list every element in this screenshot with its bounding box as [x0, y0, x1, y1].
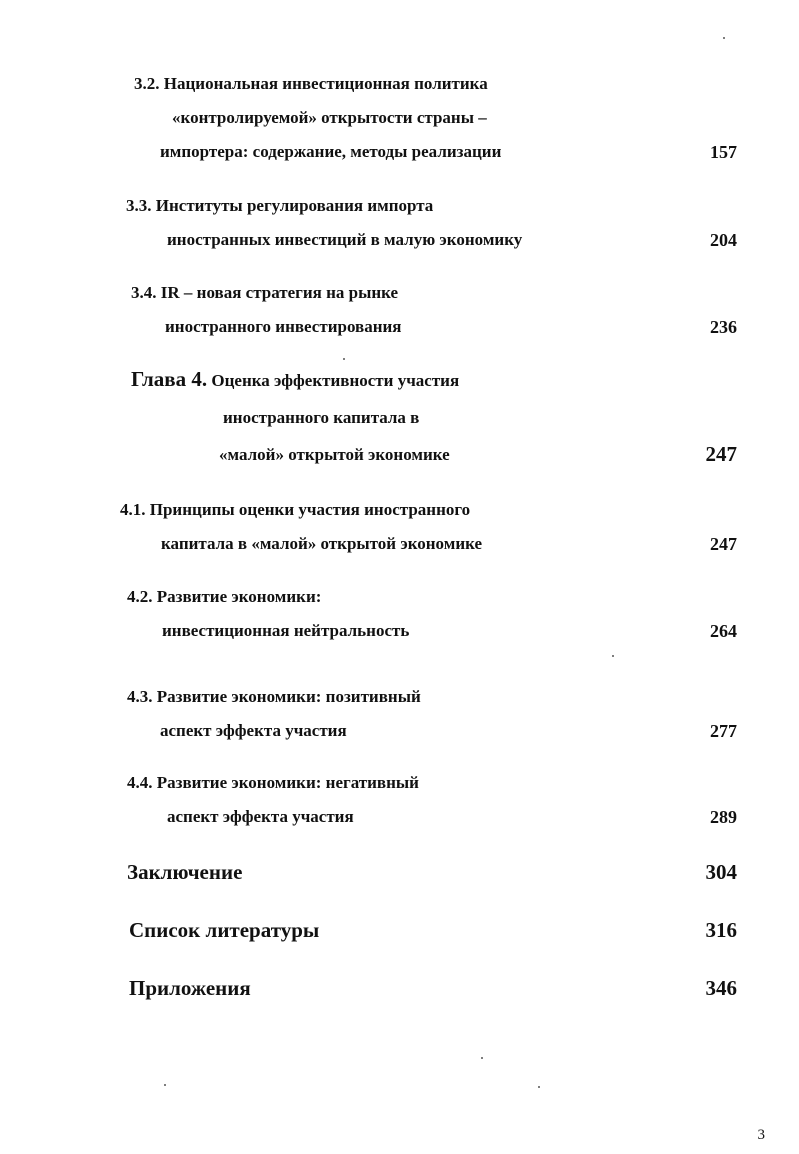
toc-appendices-title: Приложения	[129, 976, 251, 1000]
chapter-4-title-line2: иностранного капитала в	[223, 408, 420, 427]
scan-speck	[481, 1057, 483, 1059]
toc-4-4-line2: аспект эффекта участия	[167, 807, 354, 826]
toc-3-4-line1: 3.4. IR – новая стратегия на рынке	[131, 283, 399, 302]
chapter-4-title-line1: Оценка эффективности участия	[211, 371, 460, 390]
scan-speck	[164, 1084, 166, 1086]
page-number: 3	[757, 1127, 765, 1143]
toc-4-2-line1: 4.2. Развитие экономики:	[127, 587, 322, 606]
toc-4-3-line1: 4.3. Развитие экономики: позитивный	[127, 687, 421, 706]
chapter-4-label: Глава 4.	[131, 367, 208, 391]
toc-4-2-line2: инвестиционная нейтральность	[162, 621, 410, 640]
toc-4-1-page: 247	[710, 534, 737, 554]
scan-speck	[343, 358, 345, 360]
toc-3-3-line2: иностранных инвестиций в малую экономику	[167, 230, 523, 249]
toc-3-2-page: 157	[710, 142, 737, 162]
toc-4-3-line2: аспект эффекта участия	[160, 721, 347, 740]
toc-3-4-line2: иностранного инвестирования	[165, 317, 402, 336]
toc-3-3-line1: 3.3. Институты регулирования импорта	[126, 196, 434, 215]
toc-3-2-line2: «контролируемой» открытости страны –	[172, 108, 487, 127]
toc-4-1-line2: капитала в «малой» открытой экономике	[161, 534, 483, 553]
toc-conclusion-title: Заключение	[127, 860, 243, 884]
toc-3-4-page: 236	[710, 317, 737, 337]
scan-speck	[538, 1086, 540, 1088]
toc-4-3-page: 277	[710, 721, 737, 741]
toc-chapter-4-heading	[131, 369, 459, 391]
toc-3-2-line1: 3.2. Национальная инвестиционная политика	[134, 74, 488, 93]
toc-4-1-line1: 4.1. Принципы оценки участия иностранного	[120, 500, 471, 519]
toc-conclusion-page: 304	[705, 860, 737, 884]
toc-3-2-line3: импортера: содержание, методы реализации	[160, 142, 502, 161]
toc-appendices-page: 346	[705, 976, 737, 1000]
toc-4-4-line1: 4.4. Развитие экономики: негативный	[127, 773, 419, 792]
toc-references-page: 316	[705, 918, 737, 942]
scan-speck	[612, 655, 614, 657]
toc-4-2-page: 264	[710, 621, 737, 641]
toc-4-4-page: 289	[710, 807, 737, 827]
toc-references-title: Список литературы	[129, 918, 320, 942]
scan-speck	[723, 37, 725, 39]
toc-3-3-page: 204	[710, 230, 737, 250]
toc-chapter-4-page: 247	[705, 442, 737, 466]
chapter-4-title-line3: «малой» открытой экономике	[219, 445, 450, 464]
